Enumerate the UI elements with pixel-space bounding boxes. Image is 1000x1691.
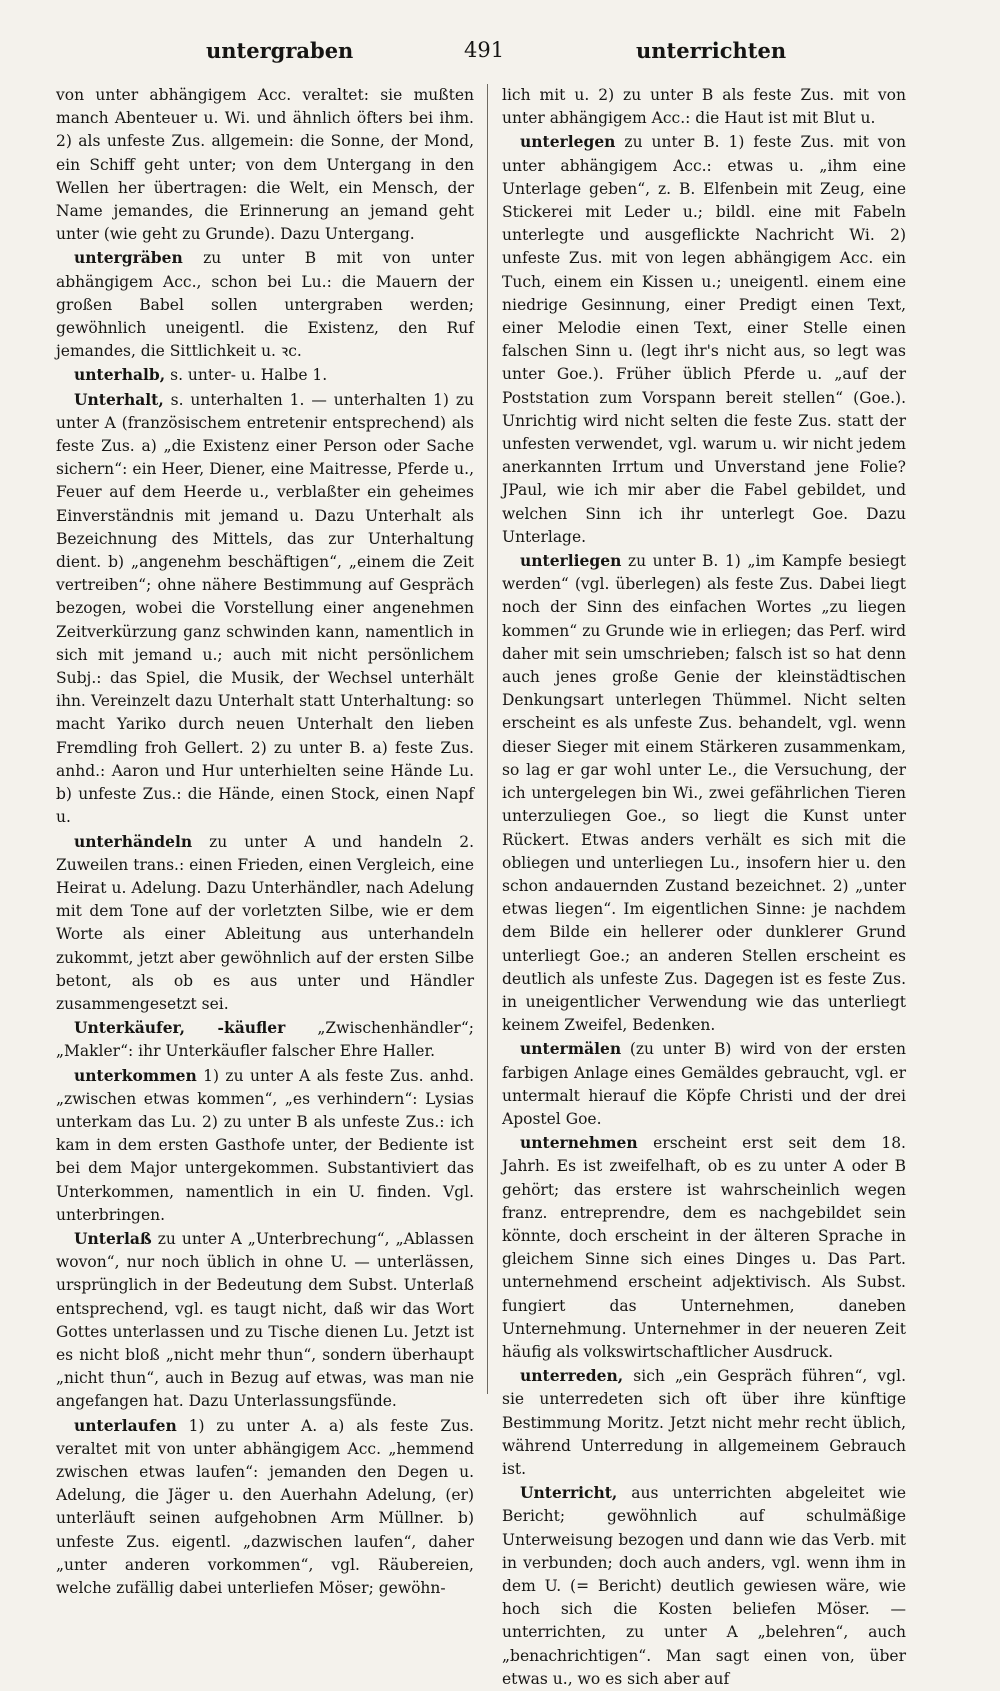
entry-headword: untermälen: [520, 1039, 622, 1059]
entry-headword: unterhändeln: [74, 831, 193, 851]
entry-headword: Unterlaß: [74, 1228, 152, 1248]
dictionary-entry: [502, 130, 906, 549]
dictionary-entry: [56, 830, 474, 1017]
entry-text: zu unter A „Unterbrechung“, „Ablassen wovon“, nur noch üblich in ohne U. — unterlässen, ursprünglich in der Bedeutung dem Subst. Unterlaß entsprechend, vgl. es taugt nicht, daß wir das Wort Gottes unterlassen und zu Tische dienen Lu. Jetzt ist es nicht bloß „nicht mehr thun“, sondern überhaupt „nicht thun“, auch in Bezug auf etwas, was man nie angefangen hat. Dazu Unterlassungsfünde.: [56, 1229, 474, 1411]
right-column: [502, 84, 906, 1691]
entry-text: erscheint erst seit dem 18. Jahrh. Es ist zweifelhaft, ob es zu unter A oder B gehört; das erstere ist wahrscheinlich wegen franz. entreprendre, dem es nachgebildet sein könnte, doch erscheint in der älteren Sprache in gleichem Sinne sich eines Dinges u. Das Part. unternehmend erscheint adjektivisch. Als Subst. fungiert das Unternehmen, daneben Unternehmung. Unternehmer in der neueren Zeit häufig als volkswirtschaftlicher Ausdruck.: [502, 1134, 906, 1361]
dictionary-entry: [502, 1131, 906, 1364]
entry-text: (zu unter B) wird von der ersten farbigen Anlage eines Gemäldes gebraucht, vgl. er untermalt hierauf die Köpfe Christi und der drei Apostel Goe.: [502, 1040, 906, 1128]
entry-text: von unter abhängigem Acc. veraltet: sie mußten manch Abenteuer u. Wi. und ähnlich öfters bei ihm. 2) als unfeste Zus. allgemein: die Sonne, der Mond, ein Schiff geht unter; von dem Untergang in den Wellen her übertragen: die Welt, ein Mensch, der Name jemandes, die Erinnerung an jemand geht unter (wie geht zu Grunde). Dazu Untergang.: [56, 86, 474, 244]
entry-headword: unterlaufen: [74, 1415, 177, 1435]
dictionary-entry: [56, 246, 474, 363]
entry-headword: unterliegen: [520, 551, 622, 571]
entry-text: 1) zu unter A als feste Zus. anhd. „zwischen etwas kommen“, „es verhindern“: Lysias unterkam das Lu. 2) zu unter B als unfeste Zus.: ich kam in dem ersten Gasthofe unter, der Bediente ist bei dem Major untergekommen. Substantiviert das Unterkommen, namentlich in ein U. finden. Vgl. unterbringen.: [56, 1066, 474, 1224]
dictionary-entry: [502, 1364, 906, 1481]
dictionary-entry: [56, 1016, 474, 1063]
entry-headword: Unterkäufer, -käufler: [74, 1018, 286, 1038]
entry-text: sich „ein Gespräch führen“, vgl. sie unterredeten sich oft über ihre künftige Bestimmung Moritz. Jetzt nicht mehr recht üblich, während Unterredung in allgemeinem Gebrauch ist.: [502, 1367, 906, 1478]
entry-text: zu unter B. 1) „im Kampfe besiegt werden“ (vgl. überlegen) als feste Zus. Dabei liegt noch der Sinn des einfachen Wortes „zu liegen kommen“ zu Grunde wie in erliegen; das Perf. wird daher mit sein umschrieben; falsch ist so hat denn auch jenes große Genie der kleinstädtischen Denkungsart unterlegen Thümmel. Nicht selten erscheint es als unfeste Zus. behandelt, vgl. wenn dieser Sieger mit einem Stärkeren zusammenkam, so lag er gar wohl unter Le., die Versuchung, der ich untergelegen bin Wi., zwei gefährlichen Tieren unterzuliegen Goe., so liegt die Kunst unter Rückert. Etwas anders verhält es sich mit die obliegen und unterliegen Lu., insofern hier u. den schon andauernden Zustand bezeichnet. 2) „unter etwas liegen“. Im eigentlichen Sinne: je nachdem dem Bilde ein hellerer oder dunklerer Grund unterliegt Goe.; an anderen Stellen erscheint es deutlich als unfeste Zus. Dagegen ist es feste Zus. in uneigentlicher Verwendung wie das unterliegt keinem Zweifel, Bedenken.: [502, 552, 906, 1035]
entry-headword: unterlegen: [520, 132, 616, 152]
entry-text: lich mit u. 2) zu unter B als feste Zus. mit von unter abhängigem Acc.: die Haut ist mit Blut u.: [502, 86, 906, 128]
entry-headword: Unterhalt,: [74, 389, 164, 409]
entry-headword: unterkommen: [74, 1065, 197, 1085]
page-header: [56, 38, 934, 74]
entry-text: 1) zu unter A. a) als feste Zus. veraltet mit von unter abhängigem Acc. „hemmend zwischen etwas laufen“: jemanden den Degen u. Adelung, die Jäger u. den Auerhahn Adelung, (er) unterläuft seinen aufgehobnen Arm Müllner. b) unfeste Zus. eigentl. „dazwischen laufen“, daher „unter anderen vorkommen“, vgl. Räubereien, welche zufällig dabei unterliefen Möser; gewöhn-: [56, 1416, 474, 1597]
dictionary-entry: [56, 1064, 474, 1227]
entry-headword: unterhalb,: [74, 365, 166, 385]
entry-text: s. unter- u. Halbe 1.: [170, 366, 328, 385]
dictionary-entry: [502, 549, 906, 1037]
entry-text: zu unter B. 1) feste Zus. mit von unter abhängigem Acc.: etwas u. „ihm eine Unterlage geben“, z. B. Elfenbein mit Zeug, eine Stickerei mit Leder u.; bildl. eine mit Fabeln unterlegte und ausgeflickte Nachricht Wi. 2) unfeste Zus. mit von legen abhängigem Acc. ein Tuch, einem ein Kissen u.; uneigentl. einem eine niedrige Gesinnung, einer Predigt einen Text, einer Melodie einen Text, einer Stelle einen falschen Sinn u. (legt ihr's nicht aus, so legt was unter Goe.). Früher üblich Pferde u. „auf der Poststation zum Vorspann bereit stellen“ (Goe.). Unrichtig wird nicht selten die feste Zus. statt der unfesten verwendet, vgl. warum u. wir nicht jedem anerkannten Irrtum und Unverstand jene Folie? JPaul, wie ich mir aber die Fabel gebildet, und welchen Sinn ich ihr unterlegt Goe. Dazu Unterlage.: [502, 133, 906, 546]
entry-headword: Unterricht,: [520, 1483, 618, 1503]
header-right-keyword: unterrichten: [636, 38, 787, 63]
entry-text: zu unter A und handeln 2. Zuweilen trans.: einen Frieden, einen Vergleich, eine Heirat u. Adelung. Dazu Unterhändler, nach Adelung mit dem Tone auf der vorletzten Silbe, wie er dem Worte als einer Ableitung aus unterhandeln zukommt, jetzt aber gewöhnlich auf der ersten Silbe betont, als ob es aus unter und Händler zusammengesetzt sei.: [56, 832, 474, 1013]
entry-headword: unternehmen: [520, 1133, 638, 1153]
page-number: 491: [464, 38, 505, 62]
dictionary-entry: [56, 1414, 474, 1601]
entry-text: aus unterrichten abgeleitet wie Bericht; gewöhnlich auf schulmäßige Unterweisung bezogen und dann wie das Verb. mit in verbunden; doch auch anders, vgl. wenn ihm in dem U. (= Bericht) deutlich gewiesen wäre, wie hoch sich die Kosten beliefen Möser. — unterrichten, zu unter A „belehren“, auch „benachrichtigen“. Man sagt einen von, über etwas u., wo es sich aber auf: [502, 1484, 906, 1688]
left-column: [56, 84, 474, 1600]
dictionary-entry: [502, 84, 906, 130]
dictionary-entry: [502, 1037, 906, 1131]
dictionary-entry: [56, 84, 474, 246]
dictionary-entry: [502, 1481, 906, 1691]
header-left-keyword: untergraben: [206, 38, 354, 63]
entry-text: s. unterhalten 1. — unterhalten 1) zu unter A (französischem entretenir entsprechend) als feste Zus. a) „die Existenz einer Person oder Sache sichern“: ein Heer, Diener, eine Maitresse, Pferde u., Feuer auf dem Heerde u., verblaßter ein geheimes Einverständnis mit jemand u. Dazu Unterhalt als Bezeichnung des Mittels, das zur Unterhaltung dient. b) „angenehm beschäftigen“, „einem die Zeit vertreiben“; ohne nähere Bestimmung auf Gespräch bezogen, wobei die Vorstellung einer angenehmen Zeitverkürzung ganz schwinden kann, namentlich in sich mit jemand u.; auch mit nicht persönlichem Subj.: das Spiel, die Musik, der Wechsel unterhält ihn. Vereinzelt dazu Unterhalt statt Unterhaltung: so macht Yariko durch neuen Unterhalt den lieben Fremdling froh Gellert. 2) zu unter B. a) feste Zus. anhd.: Aaron und Hur unterhielten seine Hände Lu. b) unfeste Zus.: die Hände, einen Stock, einen Napf u.: [56, 390, 474, 827]
dictionary-entry: [56, 1227, 474, 1414]
dictionary-entry: [56, 363, 474, 387]
column-divider: [487, 84, 488, 1394]
entry-headword: unterreden,: [520, 1366, 624, 1386]
dictionary-entry: [56, 388, 474, 830]
entry-text: zu unter B mit von unter abhängigem Acc., schon bei Lu.: die Mauern der großen Babel sollen untergraben werden; gewöhnlich uneigentl. die Existenz, den Ruf jemandes, die Sittlichkeit u. ꝛc.: [56, 249, 474, 361]
entry-headword: untergräben: [74, 248, 183, 268]
entry-text: „Zwischenhändler“; „Makler“: ihr Unterkäufler falscher Ehre Haller.: [56, 1019, 474, 1061]
